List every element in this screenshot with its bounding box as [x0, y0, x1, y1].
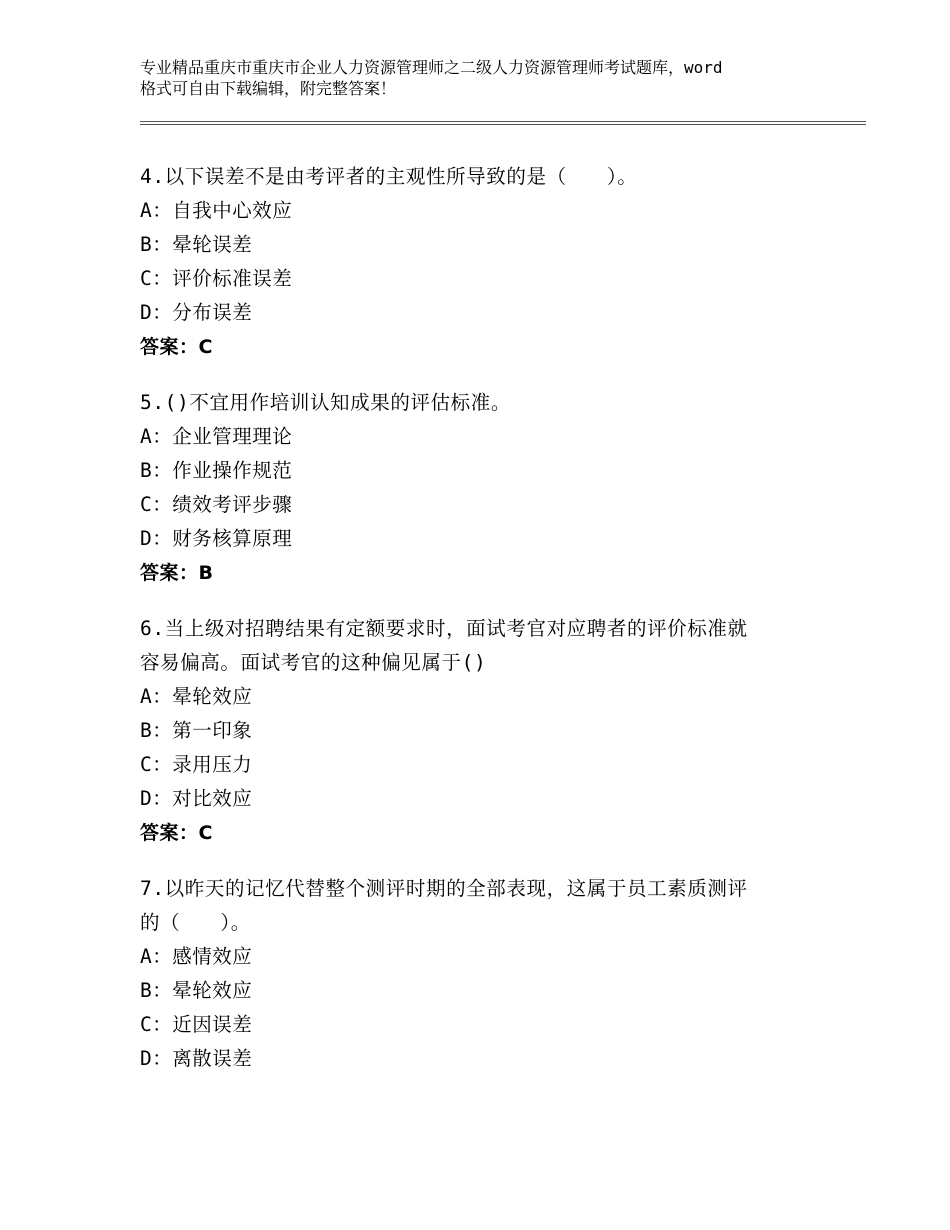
- option-b: B：晕轮效应: [140, 979, 253, 1002]
- header-rule-bottom: [140, 124, 866, 125]
- option-b: B：作业操作规范: [140, 459, 293, 482]
- question-item: [140, 872, 820, 1076]
- option-d: D：离散误差: [140, 1047, 253, 1070]
- option-b: B：晕轮误差: [140, 233, 253, 256]
- answer-label: 答案：C: [140, 336, 213, 358]
- option-c: C：近因误差: [140, 1013, 253, 1036]
- question-stem: 6.当上级对招聘结果有定额要求时，面试考官对应聘者的评价标准就 容易偏高。面试考官的这种偏见属于(): [140, 617, 748, 674]
- option-d: D：对比效应: [140, 787, 253, 810]
- question-stem: 5.()不宜用作培训认知成果的评估标准。: [140, 391, 511, 414]
- option-c: C：绩效考评步骤: [140, 493, 293, 516]
- document-header: [140, 57, 830, 99]
- header-rule-top: [140, 121, 866, 122]
- header-line-1: 专业精品重庆市重庆市企业人力资源管理师之二级人力资源管理师考试题库，word: [140, 58, 723, 77]
- option-d: D：财务核算原理: [140, 527, 293, 550]
- answer-label: 答案：C: [140, 822, 213, 844]
- option-a: A：晕轮效应: [140, 685, 253, 708]
- option-a: A：感情效应: [140, 945, 253, 968]
- question-item: [140, 612, 820, 850]
- header-line-2: 格式可自由下载编辑，附完整答案！: [140, 79, 397, 98]
- question-list: [140, 160, 820, 1098]
- question-stem: 7.以昨天的记忆代替整个测评时期的全部表现，这属于员工素质测评 的（ ）。: [140, 877, 748, 934]
- option-c: C：评价标准误差: [140, 267, 293, 290]
- question-item: [140, 160, 820, 364]
- question-item: [140, 386, 820, 590]
- option-b: B：第一印象: [140, 719, 253, 742]
- question-stem: 4.以下误差不是由考评者的主观性所导致的是（ ）。: [140, 165, 638, 188]
- option-a: A：自我中心效应: [140, 199, 293, 222]
- option-d: D：分布误差: [140, 301, 253, 324]
- answer-label: 答案：B: [140, 562, 214, 584]
- option-c: C：录用压力: [140, 753, 253, 776]
- option-a: A：企业管理理论: [140, 425, 293, 448]
